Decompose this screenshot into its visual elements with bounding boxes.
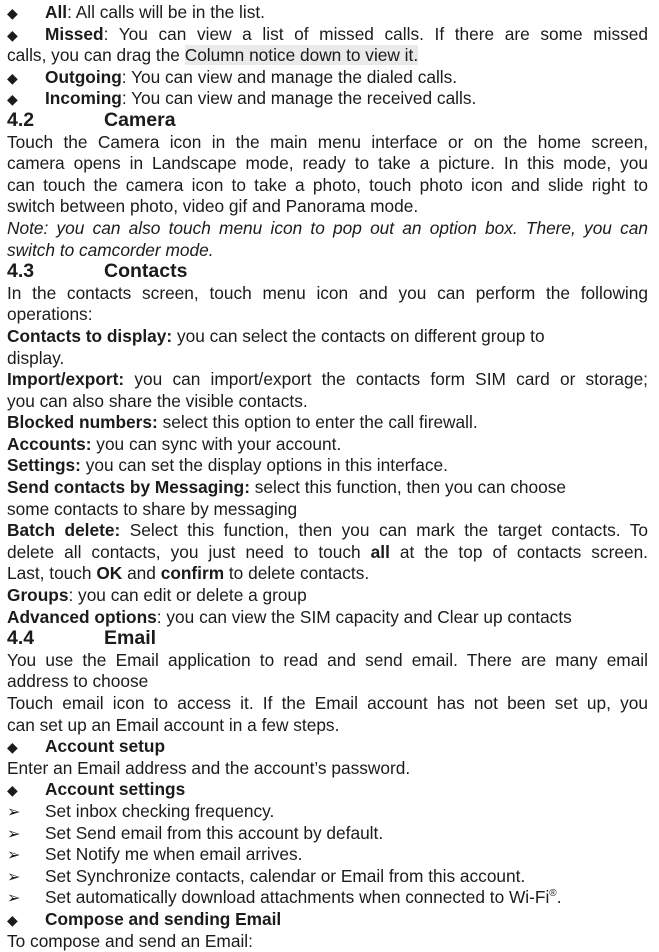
section-title: Camera bbox=[104, 108, 176, 131]
text-segment: select this option to enter the call firewall. bbox=[157, 412, 478, 433]
diamond-bullet-icon: ◆ bbox=[7, 782, 18, 799]
text-segment: Note: you can also touch menu icon to pop out an option box. There, you can bbox=[7, 217, 648, 238]
text-segment: you can sync with your account. bbox=[91, 433, 342, 454]
diamond-bullet-icon: ◆ bbox=[7, 739, 18, 756]
text-line bbox=[7, 520, 648, 542]
text-line bbox=[7, 844, 648, 866]
diamond-bullet-icon: ◆ bbox=[7, 26, 18, 43]
text-line bbox=[7, 866, 648, 888]
text-line bbox=[7, 412, 648, 434]
text-segment: : You can view a list of missed calls. If there are some missed bbox=[103, 23, 648, 44]
text-line bbox=[7, 758, 648, 780]
section-heading bbox=[7, 628, 648, 650]
section-number: 4.4 bbox=[7, 627, 35, 650]
text-line bbox=[7, 887, 648, 909]
text-line bbox=[7, 671, 648, 693]
text-segment: can touch the camera icon to take a photo, touch photo icon and slide right to bbox=[7, 174, 648, 195]
text-segment: delete all contacts, you just need to touch bbox=[7, 541, 371, 562]
text-line bbox=[7, 218, 648, 240]
text-segment: you can also share the visible contacts. bbox=[7, 390, 308, 411]
text-segment: Select this function, then you can mark the target contacts. To bbox=[120, 520, 649, 541]
highlighted-text: Column notice down to view it. bbox=[184, 45, 419, 66]
text-segment: switch between photo, video gif and Panorama mode. bbox=[7, 196, 419, 217]
text-segment: calls, you can drag the bbox=[7, 45, 185, 66]
text-segment: Compose and sending Email bbox=[45, 908, 282, 929]
text-segment: Last, touch bbox=[7, 563, 97, 584]
text-line bbox=[7, 132, 648, 154]
text-line bbox=[7, 931, 648, 952]
diamond-bullet-icon: ◆ bbox=[7, 5, 18, 21]
text-line bbox=[7, 715, 648, 737]
text-line bbox=[7, 499, 648, 521]
section-heading bbox=[7, 110, 648, 132]
text-segment: Account settings bbox=[45, 779, 186, 800]
text-line bbox=[7, 348, 648, 370]
text-segment: Contacts to display: bbox=[7, 325, 173, 346]
text-line bbox=[7, 736, 648, 758]
text-segment: can set up an Email account in a few steps. bbox=[7, 714, 340, 735]
text-line bbox=[7, 607, 648, 629]
text-segment: and bbox=[122, 563, 161, 584]
text-segment: Set inbox checking frequency. bbox=[45, 800, 275, 821]
text-line bbox=[7, 45, 648, 67]
text-segment: All bbox=[45, 2, 68, 22]
text-segment: some contacts to share by messaging bbox=[7, 498, 298, 519]
text-segment: confirm bbox=[160, 563, 225, 584]
text-segment: Touch the Camera icon in the main menu interface or on the home screen, bbox=[7, 131, 648, 152]
diamond-bullet-icon: ◆ bbox=[7, 911, 18, 928]
arrow-bullet-icon: ➢ bbox=[7, 847, 21, 865]
text-segment: : All calls will be in the list. bbox=[67, 2, 265, 22]
section-title: Email bbox=[104, 627, 157, 650]
section-heading bbox=[7, 261, 648, 283]
text-segment: Batch delete: bbox=[7, 520, 121, 541]
text-segment: : you can edit or delete a group bbox=[68, 585, 307, 606]
text-segment: display. bbox=[7, 347, 65, 368]
text-segment: all bbox=[370, 541, 390, 562]
text-segment: OK bbox=[96, 563, 123, 584]
text-line bbox=[7, 2, 648, 24]
text-segment: camera opens in Landscape mode, ready to take a picture. In this mode, you bbox=[7, 153, 648, 174]
arrow-bullet-icon: ➢ bbox=[7, 803, 21, 821]
text-segment: Missed bbox=[45, 23, 104, 44]
text-segment: select this function, then you can choose bbox=[249, 477, 567, 498]
text-segment: ® bbox=[549, 888, 557, 900]
text-segment: Touch email icon to access it. If the Email account has not been set up, you bbox=[7, 693, 648, 713]
text-segment: Groups bbox=[7, 585, 69, 606]
text-line bbox=[7, 909, 648, 931]
text-line bbox=[7, 779, 648, 801]
text-line bbox=[7, 196, 648, 218]
text-segment: Send contacts by Messaging: bbox=[7, 477, 250, 498]
text-segment: you can set the display options in this interface. bbox=[80, 455, 448, 476]
text-segment: Enter an Email address and the account’s password. bbox=[7, 757, 411, 778]
text-line bbox=[7, 542, 648, 564]
diamond-bullet-icon: ◆ bbox=[7, 91, 18, 108]
text-segment: switch to camcorder mode. bbox=[7, 239, 214, 260]
text-segment: you can select the contacts on different group to bbox=[172, 325, 545, 346]
text-line bbox=[7, 823, 648, 845]
text-line bbox=[7, 88, 648, 110]
text-segment: : You can view and manage the received calls. bbox=[121, 88, 477, 109]
text-line bbox=[7, 175, 648, 197]
text-line bbox=[7, 240, 648, 262]
text-line bbox=[7, 434, 648, 456]
text-segment: : you can view the SIM capacity and Clear up contacts bbox=[156, 606, 572, 627]
text-line bbox=[7, 24, 648, 46]
text-line bbox=[7, 369, 648, 391]
text-segment: at the top of contacts screen. bbox=[389, 541, 648, 562]
text-segment: Outgoing bbox=[45, 66, 122, 87]
text-line bbox=[7, 801, 648, 823]
text-line bbox=[7, 477, 648, 499]
text-segment: address to choose bbox=[7, 671, 149, 692]
text-segment: Advanced options bbox=[7, 606, 157, 627]
text-line bbox=[7, 391, 648, 413]
text-segment: operations: bbox=[7, 304, 93, 325]
text-segment: You use the Email application to read and send email. There are many email bbox=[7, 649, 648, 670]
section-number: 4.2 bbox=[7, 108, 35, 131]
text-line bbox=[7, 563, 648, 585]
text-segment: Account setup bbox=[45, 736, 166, 757]
section-number: 4.3 bbox=[7, 260, 35, 283]
text-segment: Set automatically download attachments when connected to Wi-Fi bbox=[45, 887, 550, 908]
text-line bbox=[7, 455, 648, 477]
text-segment: In the contacts screen, touch menu icon and you can perform the following bbox=[7, 282, 648, 303]
text-line bbox=[7, 693, 648, 715]
text-segment: Accounts: bbox=[7, 433, 92, 454]
arrow-bullet-icon: ➢ bbox=[7, 890, 21, 908]
text-line bbox=[7, 650, 648, 672]
text-line bbox=[7, 304, 648, 326]
text-segment: Settings: bbox=[7, 455, 81, 476]
text-segment: Set Synchronize contacts, calendar or Email from this account. bbox=[45, 865, 526, 886]
text-segment: Incoming bbox=[45, 88, 122, 109]
text-line bbox=[7, 585, 648, 607]
section-title: Contacts bbox=[104, 260, 188, 283]
text-line bbox=[7, 153, 648, 175]
text-segment: Blocked numbers: bbox=[7, 412, 158, 433]
arrow-bullet-icon: ➢ bbox=[7, 825, 21, 843]
text-segment: . bbox=[556, 887, 562, 908]
text-segment: To compose and send an Email: bbox=[7, 930, 253, 951]
text-segment: Import/export: bbox=[7, 369, 125, 390]
arrow-bullet-icon: ➢ bbox=[7, 868, 21, 886]
text-segment: : You can view and manage the dialed calls. bbox=[121, 66, 458, 87]
text-segment: you can import/export the contacts form SIM card or storage; bbox=[124, 369, 648, 390]
text-segment: Set Send email from this account by default. bbox=[45, 822, 384, 843]
text-segment: Set Notify me when email arrives. bbox=[45, 844, 303, 865]
text-segment: to delete contacts. bbox=[224, 563, 370, 584]
text-line bbox=[7, 283, 648, 305]
text-line bbox=[7, 67, 648, 89]
text-line bbox=[7, 326, 648, 348]
diamond-bullet-icon: ◆ bbox=[7, 69, 18, 86]
